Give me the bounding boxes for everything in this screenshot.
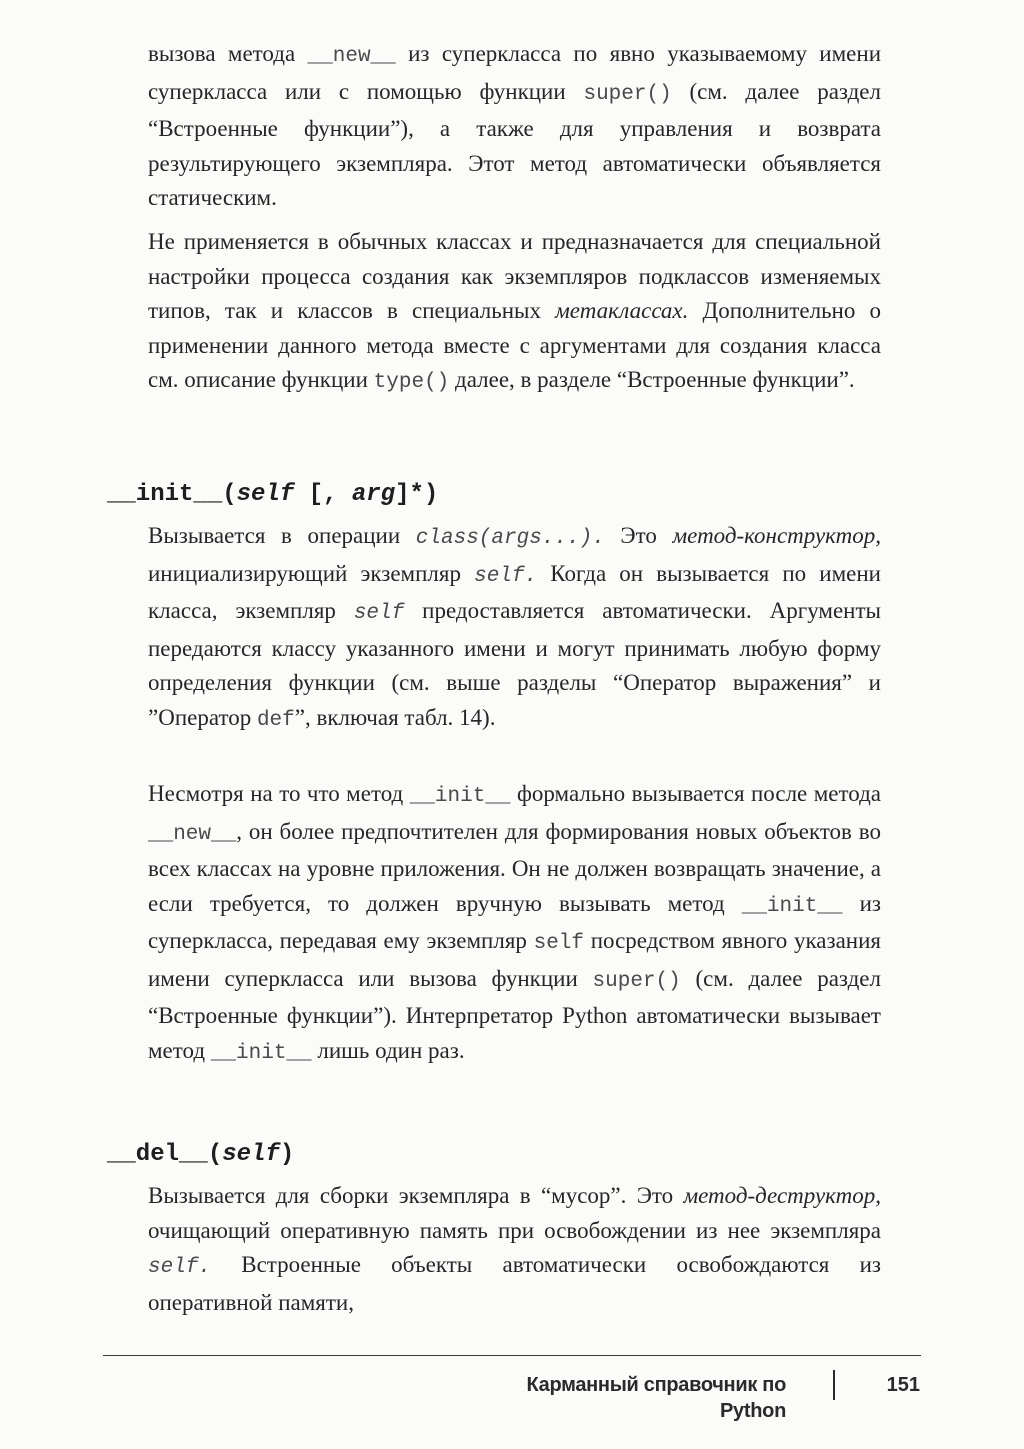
text: посредством явного указания имени суперкласса или вызова функции <box>148 928 881 991</box>
code-init: __init__ <box>409 785 511 808</box>
code-def: def <box>256 708 295 732</box>
paragraph-new-continued <box>148 37 881 216</box>
heading-punct: ) <box>279 1141 295 1168</box>
text: из суперкласса, передавая ему экземпляр <box>148 890 881 953</box>
heading-punct: ]*) <box>395 481 439 508</box>
code-self: self <box>353 602 405 625</box>
code-self: self. <box>148 1256 212 1279</box>
paragraph-init-details <box>148 777 881 1071</box>
code-init: __init__ <box>741 894 843 918</box>
code-new: __new__ <box>307 45 396 68</box>
italic-metaclasses: метаклассах. <box>555 298 689 323</box>
heading-init-method <box>107 480 438 510</box>
footer-separator <box>833 1370 835 1400</box>
italic-destructor: метод-деструктор, <box>683 1183 881 1208</box>
heading-arg-self: self <box>236 481 295 508</box>
paragraph-del-description <box>148 1179 881 1320</box>
text: (см. далее раздел “Встроенные функции”), а также для управления и возврата результирующего экземпляра. Этот метод автоматически объявляется статическим. <box>148 78 881 210</box>
text: Это <box>604 523 673 548</box>
paragraph-init-description <box>148 519 881 738</box>
code-self: self. <box>474 564 538 588</box>
code-new: __new__ <box>148 822 237 846</box>
text: Не применяется в обычных классах и предназначается для специальной настройки процесса создания как экземпляров подклассов изменяемых типов, так и классов в специальных <box>148 229 881 323</box>
italic-constructor: метод-конструктор, <box>672 523 882 548</box>
heading-arg-arg: arg <box>351 481 396 508</box>
text: ”, включая табл. 14). <box>294 704 496 730</box>
text: вызова метода <box>148 41 308 66</box>
text: , он более предпочтителен для формирования новых объектов во всех классах на уровне приложения. Он не должен возвращать значение, а если требуется, то должен вручную вызывать метод <box>148 818 881 916</box>
paragraph-new-usage <box>148 225 881 401</box>
text: (см. далее раздел “Встроенные функции”). Интерпретатор Python автоматически вызывает метод <box>148 965 881 1063</box>
text: очищающий оперативную память при освобождении из нее экземпляра <box>148 1217 881 1243</box>
text: Вызывается в операции <box>148 523 416 548</box>
text: из суперкласса по явно указываемому имени суперкласса или с помощью функции <box>148 41 881 104</box>
footer-book-title: Карманный справочник по Python <box>526 1374 786 1422</box>
text: далее, в разделе “Встроенные функции”. <box>449 367 855 392</box>
code-type: type() <box>373 371 450 394</box>
heading-punct: ( <box>207 1141 223 1168</box>
code-super: super() <box>583 82 672 106</box>
text: Несмотря на то что метод <box>148 781 410 806</box>
code-class-args: class(args...). <box>415 527 605 550</box>
footer-rule <box>103 1355 921 1356</box>
heading-init-name: __init__ <box>107 481 223 508</box>
heading-del-name: __del__ <box>107 1141 208 1168</box>
text: Вызывается для сборки экземпляра в “мусор”. Это <box>148 1183 684 1208</box>
heading-punct: ( <box>222 481 237 508</box>
heading-arg-self: self <box>222 1141 280 1168</box>
code-init: __init__ <box>210 1041 312 1065</box>
text: инициализирующий экземпляр <box>148 560 475 586</box>
heading-del-method <box>107 1140 294 1170</box>
text: формально вызывается после метода <box>510 781 881 806</box>
code-super: super() <box>592 969 681 993</box>
page-number: 151 <box>886 1374 920 1396</box>
text: Дополнительно о применении данного метода вместе с аргументами для создания класса см. описание функции <box>148 298 882 392</box>
text: Встроенные объекты автоматически освобождаются из оперативной памяти, <box>148 1252 881 1315</box>
heading-punct: [, <box>294 481 352 508</box>
text: Когда он вызывается по имени класса, экземпляр <box>148 560 881 623</box>
text: предоставляется автоматически. Аргументы передаются классу указанного имени и могут принимать любую форму определения функции (см. выше разделы “Оператор выражения” и ”Оператор <box>148 598 881 730</box>
text: лишь один раз. <box>311 1037 465 1063</box>
code-self: self <box>533 932 585 955</box>
